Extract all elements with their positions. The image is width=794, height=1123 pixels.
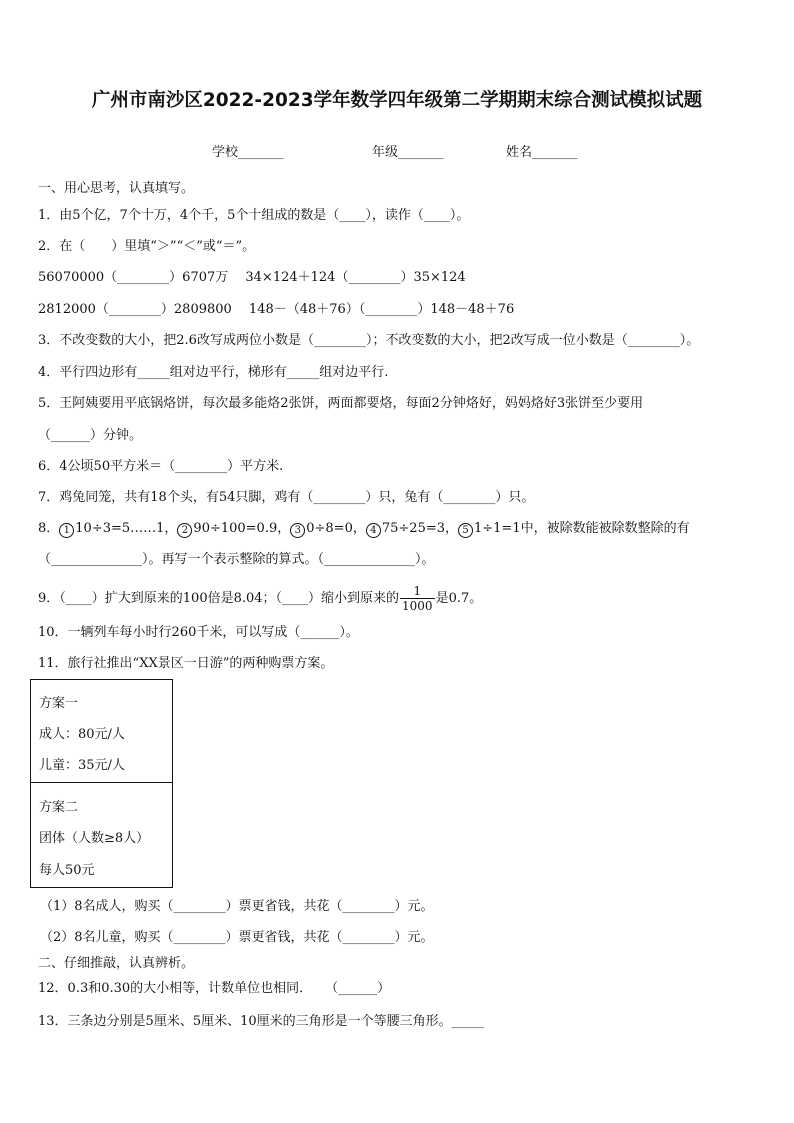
circled-number: 1 (59, 523, 74, 538)
question-11-part-2: （2）8名儿童，购买（________）票更省钱，共花（________）元。 (40, 930, 434, 945)
equation-2: 90÷100=0.9， (193, 521, 291, 536)
page-title: 广州市南沙区2022-2023学年数学四年级第二学期期末综合测试模拟试题 (91, 90, 703, 111)
fraction-numerator: 1 (400, 584, 435, 599)
question-2: 2．在（ ）里填“＞”“＜”或“＝”。 (38, 239, 256, 254)
fraction-denominator: 1000 (402, 599, 433, 613)
question-5-line-2: （______）分钟。 (38, 428, 143, 443)
question-4: 4．平行四边形有_____组对边平行，梯形有_____组对边平行. (38, 365, 389, 380)
plan-two-group-condition: 团体（人数≥8人） (39, 831, 150, 846)
question-13: 13．三条边分别是5厘米、5厘米、10厘米的三角形是一个等腰三角形。_____ (38, 1014, 485, 1029)
plan-one-box (30, 679, 173, 783)
plan-two-price: 每人50元 (39, 863, 95, 878)
question-6: 6．4公顷50平方米＝（________）平方米. (38, 459, 284, 474)
question-11: 11．旅行社推出“XX景区一日游”的两种购票方案。 (38, 656, 334, 671)
question-3: 3．不改变数的大小，把2.6改写成两位小数是（________）；不改变数的大小，把2改写成一位小数是（________）。 (38, 333, 700, 348)
question-10: 10．一辆列车每小时行260千米，可以写成（______）。 (38, 625, 359, 640)
equation-4: 75÷25=3， (381, 521, 458, 536)
question-8-number: 8． (38, 521, 60, 536)
name-field: 姓名_______ (506, 145, 578, 160)
equation-5: 1÷1=1中，被除数能被除数整除的有 (474, 521, 690, 536)
circled-number: 3 (290, 523, 305, 538)
question-2-row-b: 2812000（________）2809800 148－（48＋76）（________）148－48＋76 (38, 302, 515, 317)
fraction (400, 584, 435, 613)
question-9-text: 9．（____）扩大到原来的100倍是8.04；（____）缩小到原来的 (38, 591, 400, 606)
plan-two-title: 方案二 (39, 800, 79, 815)
circled-number: 4 (366, 523, 381, 538)
plan-one-title: 方案一 (39, 696, 79, 711)
question-8-line-2: （______________）。再写一个表示整除的算式。（______________）。 (38, 552, 435, 567)
grade-field: 年级_______ (372, 145, 444, 160)
question-2-row-a: 56070000（________）6707万 34×124＋124（________）35×124 (38, 270, 466, 285)
question-7: 7．鸡兔同笼，共有18个头，有54只脚，鸡有（________）只，兔有（________）只。 (38, 490, 535, 505)
plan-two-box (30, 782, 173, 888)
question-9 (38, 584, 482, 613)
plan-one-child-price: 儿童：35元/人 (39, 758, 125, 773)
question-5-line-1: 5．王阿姨要用平底锅烙饼，每次最多能烙2张饼，两面都要烙，每面2分钟烙好，妈妈烙好3张饼至少要用 (38, 396, 644, 411)
school-field: 学校_______ (212, 145, 284, 160)
question-9-tail: 是0.7。 (435, 591, 483, 606)
question-11-part-1: （1）8名成人，购买（________）票更省钱，共花（________）元。 (40, 899, 434, 914)
section-heading-2: 二、仔细推敲，认真辨析。 (38, 956, 195, 971)
question-1: 1．由5个亿，7个十万，4个千，5个十组成的数是（____），读作（____）。 (38, 208, 470, 223)
equation-1: 10÷3=5……1， (75, 521, 178, 536)
question-8-line-1 (38, 520, 690, 538)
question-12: 12．0.3和0.30的大小相等，计数单位也相同． （______） (38, 981, 391, 996)
circled-number: 5 (458, 523, 473, 538)
section-heading-1: 一、用心思考，认真填写。 (38, 181, 195, 196)
equation-3: 0÷8=0， (306, 521, 366, 536)
plan-one-adult-price: 成人：80元/人 (39, 727, 125, 742)
circled-number: 2 (177, 523, 192, 538)
